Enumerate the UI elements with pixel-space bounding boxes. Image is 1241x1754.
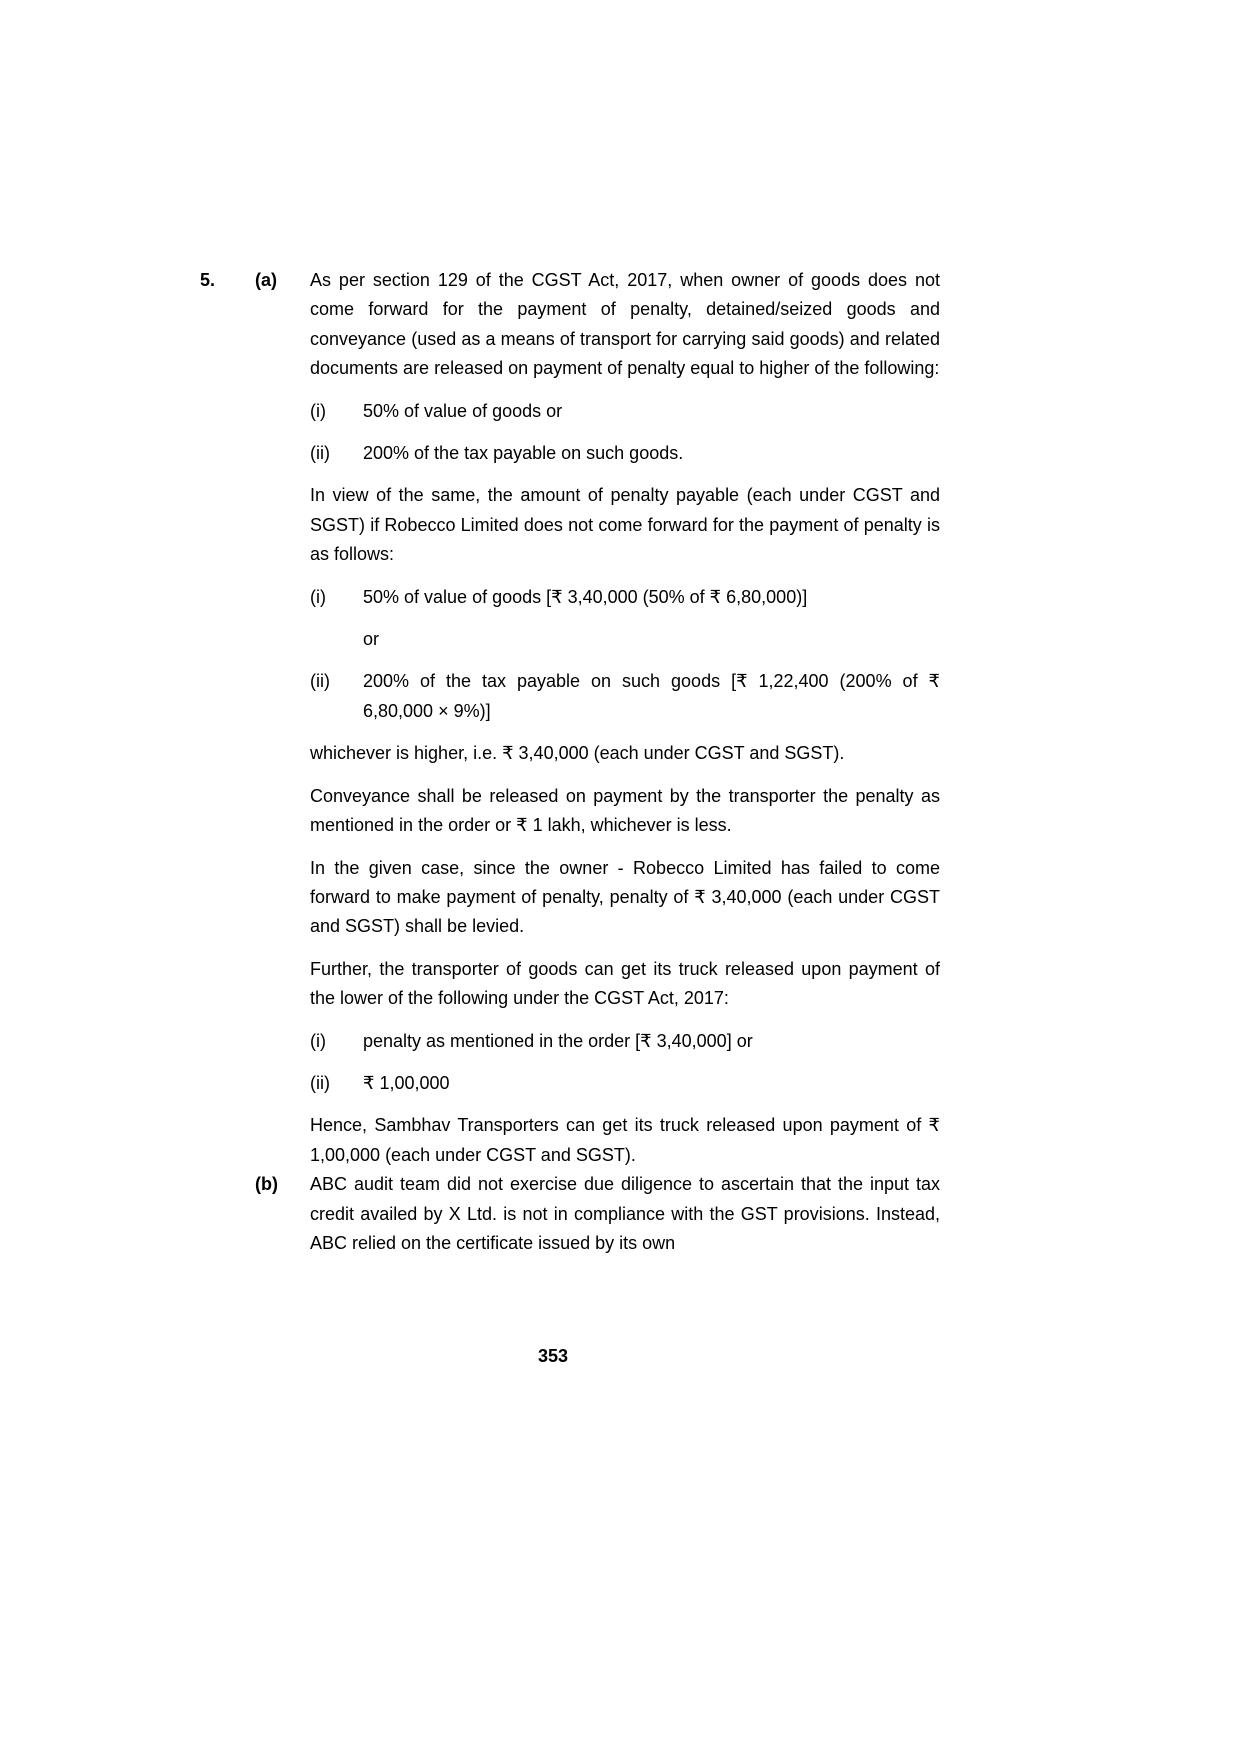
or-connector: or [363, 629, 380, 650]
question-number: 5. [200, 270, 216, 290]
paragraph: Conveyance shall be released on payment by the transporter the penalty as mentioned in the order or ₹ 1 lakh, whichever is less. [310, 785, 940, 836]
paragraph: In view of the same, the amount of penalty payable (each under CGST and SGST) if Robecco Limited does not come forward for the payment of penalty is as follows: [310, 485, 940, 565]
list-item-text: 50% of value of goods [₹ 3,40,000 (50% of ₹ 6,80,000)] [363, 586, 808, 607]
list-marker: (ii) [310, 671, 330, 692]
paragraph: whichever is higher, i.e. ₹ 3,40,000 (each under CGST and SGST). [310, 743, 845, 764]
part-a-body [310, 266, 940, 1170]
list-marker: (ii) [310, 443, 330, 464]
list-item [310, 667, 940, 726]
part-label: (a) [255, 270, 277, 290]
paragraph: Hence, Sambhav Transporters can get its truck released upon payment of ₹ 1,00,000 (each under CGST and SGST). [310, 1115, 940, 1165]
paragraph: In the given case, since the owner - Robecco Limited has failed to come forward to make payment of penalty, penalty of ₹ 3,40,000 (each under CGST and SGST) shall be levied. [310, 857, 940, 937]
question-5 [200, 266, 940, 1258]
list-item [310, 1069, 940, 1098]
paragraph: As per section 129 of the CGST Act, 2017, when owner of goods does not come forward for the payment of penalty, detained/seized goods and conveyance (used as a means of transport for carrying said goods) and related documents are released on payment of penalty equal to higher of the following: [310, 270, 940, 379]
list-item [310, 1027, 940, 1056]
list-item-text: 200% of the tax payable on such goods [₹ 1,22,400 (200% of ₹ 6,80,000 × 9%)] [363, 671, 940, 721]
paragraph: Further, the transporter of goods can get its truck released upon payment of the lower of the following under the CGST Act, 2017: [310, 958, 940, 1009]
question-parts [255, 266, 940, 1258]
list-marker: (i) [310, 586, 326, 607]
paragraph: ABC audit team did not exercise due diligence to ascertain that the input tax credit availed by X Ltd. is not in compliance with the GST provisions. Instead, ABC relied on the certificate issued by its own [310, 1174, 940, 1253]
page-number: 353 [537, 1346, 569, 1366]
list-item-text: penalty as mentioned in the order [₹ 3,40,000] or [363, 1030, 753, 1051]
list-item-text: 200% of the tax payable on such goods. [363, 443, 684, 464]
list-marker: (i) [310, 400, 326, 421]
list-item-text: 50% of value of goods or [363, 400, 563, 421]
list-item [310, 583, 940, 612]
list-item [310, 397, 940, 426]
list-marker: (ii) [310, 1072, 330, 1093]
part-b-body [310, 1170, 940, 1258]
part-a [255, 266, 940, 1170]
list-item-text: ₹ 1,00,000 [363, 1072, 450, 1093]
part-label: (b) [255, 1174, 278, 1195]
document-page [200, 266, 940, 1258]
part-b [255, 1170, 940, 1258]
list-marker: (i) [310, 1030, 326, 1051]
list-item [310, 439, 940, 468]
